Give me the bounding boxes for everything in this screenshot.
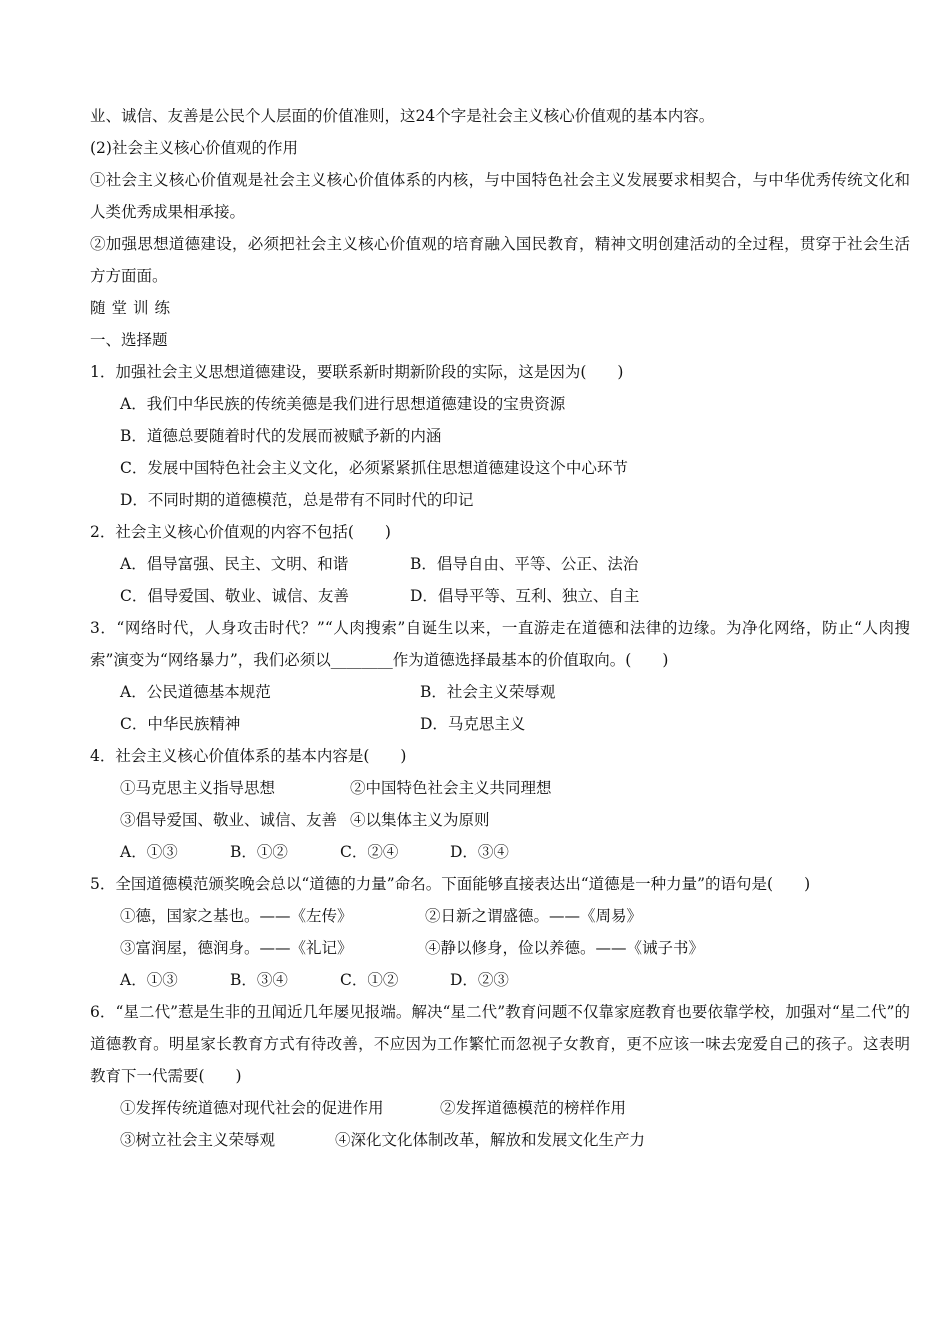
q5-option-b: B．③④	[230, 971, 288, 989]
q1-option-b: B．道德总要随着时代的发展而被赋予新的内涵	[120, 427, 442, 445]
q4-item-1: ①马克思主义指导思想	[120, 779, 276, 797]
document-page	[90, 100, 910, 1156]
q5-item-2: ②日新之谓盛德。——《周易》	[425, 907, 643, 925]
q3-option-c: C．中华民族精神	[120, 715, 241, 733]
q1-option-d: D．不同时期的道德模范，总是带有不同时代的印记	[120, 491, 474, 509]
q4-items-row-1	[90, 772, 910, 804]
q1-option-c: C．发展中国特色社会主义文化，必须紧紧抓住思想道德建设这个中心环节	[120, 459, 628, 477]
q2-options-row-2	[90, 580, 910, 612]
paragraph: ②加强思想道德建设，必须把社会主义核心价值观的培育融入国民教育，精神文明创建活动的全过程，贯穿于社会生活方方面面。	[90, 235, 910, 285]
q3-options-row-1	[90, 676, 910, 708]
q4-item-4: ④以集体主义为原则	[350, 811, 490, 829]
section-heading: (2)社会主义核心价值观的作用	[90, 139, 298, 157]
q6-item-2: ②发挥道德模范的榜样作用	[440, 1099, 627, 1117]
question-1-stem: 1．加强社会主义思想道德建设，要联系新时期新阶段的实际，这是因为( )	[90, 363, 624, 381]
q5-items-row-1	[90, 900, 910, 932]
q5-item-4: ④静以修身，俭以养德。——《诫子书》	[425, 939, 705, 957]
q4-option-b: B．①②	[230, 843, 288, 861]
question-2-stem: 2．社会主义核心价值观的内容不包括( )	[90, 523, 391, 541]
q1-option-a: A．我们中华民族的传统美德是我们进行思想道德建设的宝贵资源	[120, 395, 566, 413]
q4-option-d: D．③④	[450, 843, 509, 861]
practice-title: 随堂训练	[90, 299, 177, 317]
q6-items-row-1	[90, 1092, 910, 1124]
part-title: 一、选择题	[90, 331, 168, 349]
q2-option-c: C．倡导爱国、敬业、诚信、友善	[120, 587, 349, 605]
q3-options-row-2	[90, 708, 910, 740]
q5-option-a: A．①③	[120, 971, 178, 989]
q4-option-c: C．②④	[340, 843, 399, 861]
q2-option-a: A．倡导富强、民主、文明、和谐	[120, 555, 349, 573]
q6-item-3: ③树立社会主义荣辱观	[120, 1131, 276, 1149]
question-3-stem: 3．“网络时代，人身攻击时代？”“人肉搜索”自诞生以来，一直游走在道德和法律的边缘。为净化网络，防止“人肉搜索”演变为“网络暴力”，我们必须以________作为道德选择最基本的价值取向。( )	[90, 619, 910, 669]
q5-option-d: D．②③	[450, 971, 509, 989]
q5-item-1: ①德，国家之基也。——《左传》	[120, 907, 353, 925]
q3-option-d: D．马克思主义	[420, 715, 526, 733]
q4-items-row-2	[90, 804, 910, 836]
q5-item-3: ③富润屋，德润身。——《礼记》	[120, 939, 353, 957]
q4-item-3: ③倡导爱国、敬业、诚信、友善	[120, 811, 338, 829]
q6-item-4: ④深化文化体制改革，解放和发展文化生产力	[335, 1131, 646, 1149]
question-4-stem: 4．社会主义核心价值体系的基本内容是( )	[90, 747, 407, 765]
q2-option-d: D．倡导平等、互利、独立、自主	[410, 587, 640, 605]
question-6-stem: 6．“星二代”惹是生非的丑闻近几年屡见报端。解决“星二代”教育问题不仅靠家庭教育也要依靠学校，加强对“星二代”的道德教育。明星家长教育方式有待改善，不应因为工作繁忙而忽视子女教育，更不应该一味去宠爱自己的孩子。这表明教育下一代需要( )	[90, 1003, 910, 1085]
q6-item-1: ①发挥传统道德对现代社会的促进作用	[120, 1099, 384, 1117]
q3-option-b: B．社会主义荣辱观	[420, 683, 556, 701]
q5-option-c: C．①②	[340, 971, 399, 989]
q5-options	[90, 964, 910, 996]
q4-item-2: ②中国特色社会主义共同理想	[350, 779, 552, 797]
q5-items-row-2	[90, 932, 910, 964]
paragraph: ①社会主义核心价值观是社会主义核心价值体系的内核，与中国特色社会主义发展要求相契合，与中华优秀传统文化和人类优秀成果相承接。	[90, 171, 910, 221]
q4-options	[90, 836, 910, 868]
question-5-stem: 5．全国道德模范颁奖晚会总以“道德的力量”命名。下面能够直接表达出“道德是一种力量”的语句是( )	[90, 875, 811, 893]
q3-option-a: A．公民道德基本规范	[120, 683, 271, 701]
intro-line: 业、诚信、友善是公民个人层面的价值准则，这24个字是社会主义核心价值观的基本内容。	[90, 107, 715, 125]
q4-option-a: A．①③	[120, 843, 178, 861]
q2-option-b: B．倡导自由、平等、公正、法治	[410, 555, 639, 573]
q2-options-row-1	[90, 548, 910, 580]
q6-items-row-2	[90, 1124, 910, 1156]
